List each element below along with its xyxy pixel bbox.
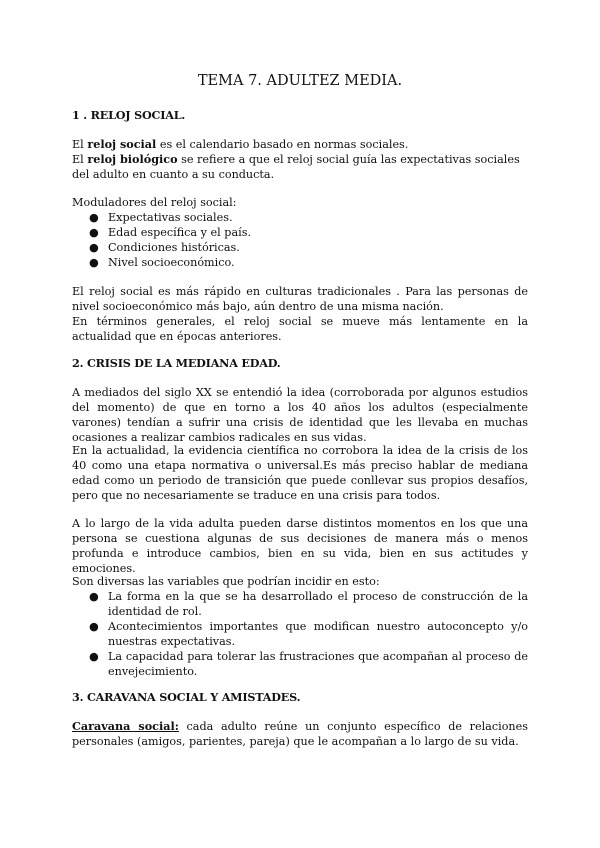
- list-item: ● Acontecimientos importantes que modifican nuestro autoconcepto y/o nuestras expectativas.: [89, 620, 528, 648]
- bullet-icon: ●: [89, 590, 99, 603]
- section-1-heading: 1 . RELOJ SOCIAL.: [72, 108, 186, 122]
- list-item: ● La forma en la que se ha desarrollado el proceso de construcción de la identidad de rol.: [89, 590, 528, 618]
- bullet-icon: ●: [89, 620, 99, 633]
- reloj-social-term: reloj social: [87, 137, 157, 151]
- bullet-icon: ●: [89, 226, 99, 239]
- list-item: ● Expectativas sociales.: [89, 211, 233, 224]
- bullet-icon: ●: [89, 241, 99, 254]
- list-item: ● La capacidad para tolerar las frustraciones que acompañan al proceso de envejecimiento.: [89, 650, 528, 678]
- bullet-icon: ●: [89, 256, 99, 269]
- section-2-heading: 2. CRISIS DE LA MEDIANA EDAD.: [72, 356, 281, 370]
- moduladores-intro: Moduladores del reloj social:: [72, 196, 237, 209]
- bullet-icon: ●: [89, 650, 99, 663]
- reloj-biologico-term: reloj biológico: [87, 152, 178, 166]
- section-1-definitions: [72, 137, 528, 182]
- paragraph: A mediados del siglo XX se entendió la idea (corroborada por algunos estudios del momento) de que en torno a los 40 años los adultos (especialmente varones) tendían a sufrir una crisis de identidad que les llevaba en muchas ocasiones a realizar cambios radicales en sus vidas.: [72, 386, 528, 444]
- variables-list: [72, 589, 528, 679]
- paragraph: En términos generales, el reloj social se mueve más lentamente en la actualidad que en épocas anteriores.: [72, 315, 528, 343]
- section-3-heading: 3. CARAVANA SOCIAL Y AMISTADES.: [72, 690, 301, 704]
- list-item: ● Edad específica y el país.: [89, 226, 251, 239]
- paragraph: El reloj social es más rápido en culturas tradicionales . Para las personas de nivel socioeconómico más bajo, aún dentro de una misma nación.: [72, 285, 528, 313]
- list-item: ● Nivel socioeconómico.: [89, 256, 235, 269]
- caravana-social-definition: Caravana social: cada adulto reúne un conjunto específico de relaciones personales (amigos, parientes, pareja) que le acompañan a lo largo de su vida.: [72, 719, 528, 748]
- moduladores-list: [72, 210, 528, 270]
- list-item: ● Condiciones históricas.: [89, 241, 240, 254]
- reloj-social-definition: El reloj social es el calendario basado en normas sociales.: [72, 137, 409, 151]
- document-title: TEMA 7. ADULTEZ MEDIA.: [197, 73, 403, 89]
- paragraph: En la actualidad, la evidencia científica no corrobora la idea de la crisis de los 40 como una etapa normativa o universal.Es más preciso hablar de mediana edad como un periodo de transición que puede conllevar sus propios desafíos, pero que no necesariamente se traduce en una crisis para todos.: [72, 444, 528, 502]
- variables-intro: Son diversas las variables que podrían incidir en esto:: [72, 575, 380, 588]
- reloj-biologico-definition: El reloj biológico se refiere a que el reloj social guía las expectativas sociales del adulto en cuanto a su conducta.: [72, 152, 520, 181]
- section-1-paragraphs: [72, 284, 528, 344]
- caravana-social-term: Caravana social:: [72, 719, 179, 733]
- bullet-icon: ●: [89, 211, 99, 224]
- paragraph: A lo largo de la vida adulta pueden darse distintos momentos en los que una persona se cuestiona algunas de sus decisiones de manera más o menos profunda e introduce cambios, bien en su vida, bien en sus actitudes y emociones.: [72, 517, 528, 575]
